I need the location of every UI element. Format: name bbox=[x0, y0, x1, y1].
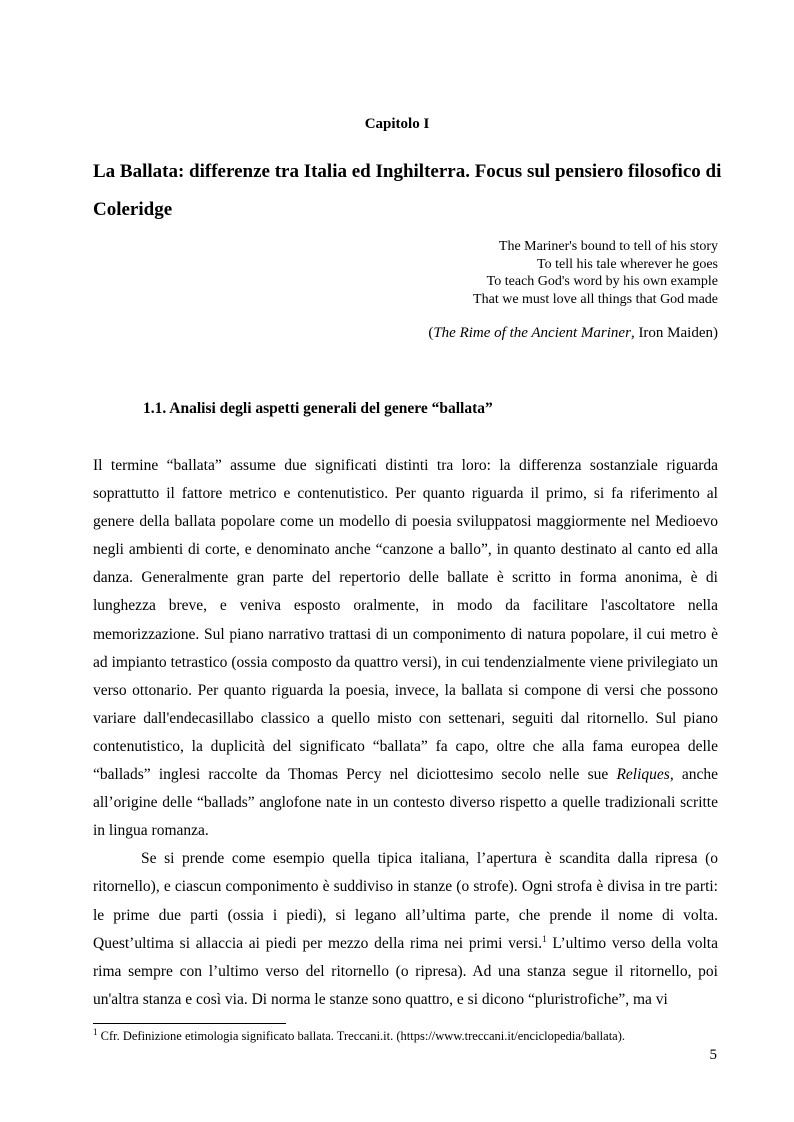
footnote bbox=[93, 1026, 723, 1044]
page-number: 5 bbox=[709, 1047, 717, 1063]
epigraph-source-open: ( bbox=[428, 325, 434, 341]
epigraph-line: To teach God's word by his own example bbox=[486, 274, 718, 289]
chapter-label: Capitolo I bbox=[364, 116, 430, 132]
epigraph-line: The Mariner's bound to tell of his story bbox=[498, 239, 718, 254]
footnote-number: 1 bbox=[93, 1026, 98, 1037]
body-paragraph-2 bbox=[93, 845, 718, 1014]
paragraph-text: Il termine “ballata” assume due significati distinti tra loro: la differenza sostanziale riguarda soprattutto il fattore metrico e contenutistico. Per quanto riguarda il primo, si fa riferimento al genere della ballata popolare come un modello di poesia sviluppatosi maggiormente nel Medioevo negli ambienti di corte, e denominato anche “canzone a ballo”, in quanto destinato al canto ed alla danza. Generalmente gran parte del repertorio delle ballate è scritto in forma anonima, è di lunghezza breve, e veniva esposto oralmente, in modo da facilitare l'ascoltatore nella memorizzazione. Sul piano narrativo trattasi di un componimento di natura popolare, il cui metro è ad impianto tetrastico (ossia composto da quattro versi), in cui tendenzialmente viene privilegiato un verso ottonario. Per quanto riguarda la poesia, invece, la ballata si compone di versi che possono variare dall'endecasillabo classico a quello misto con settenari, seguiti dal ritornello. Sul piano contenutistico, la duplicità del significato “ballata” fa capo, oltre che alla fama europea delle “ballads” inglesi raccolte da Thomas Percy nel diciottesimo secolo nelle sue bbox=[93, 457, 718, 784]
epigraph-source bbox=[428, 325, 718, 342]
footnote-text: Cfr. Definizione etimologia significato ballata. Treccani.it. (https://www.treccani.it/enciclopedia/ballata). bbox=[97, 1029, 625, 1043]
body-paragraph-1 bbox=[93, 452, 718, 845]
italic-title: Reliques bbox=[616, 766, 670, 784]
chapter-title: La Ballata: differenze tra Italia ed Inghilterra. Focus sul pensiero filosofico di Coleridge bbox=[93, 161, 722, 220]
epigraph-source-work: The Rime of the Ancient Mariner bbox=[433, 325, 631, 341]
paragraph-text: L’ultimo verso della volta rima sempre con l’ultimo verso del ritornello (o ripresa). Ad una stanza segue il ritornello, poi un'altra stanza e così via. Di norma le stanze sono quattro, e si dicono “pluristrofiche”, ma vi bbox=[93, 934, 718, 1008]
paragraph-text: Se si prende come esempio quella tipica italiana, l’apertura è scandita dalla ripresa (o ritornello), e ciascun componimento è suddiviso in stanze (o strofe). Ogni strofa è divisa in tre parti: le prime due parti (ossia i piedi), si legano all’ultima parte, che prende il nome di volta. Quest’ultima si allaccia ai piedi per mezzo della rima nei primi versi. bbox=[93, 850, 718, 952]
epigraph-line: That we must love all things that God made bbox=[473, 291, 718, 307]
epigraph-source-rest: , Iron Maiden) bbox=[630, 325, 718, 341]
body-text bbox=[93, 452, 718, 1014]
footnote-separator bbox=[93, 1023, 286, 1024]
section-heading: 1.1. Analisi degli aspetti generali del genere “ballata” bbox=[143, 400, 493, 417]
epigraph bbox=[473, 238, 718, 308]
epigraph-line: To tell his tale wherever he goes bbox=[537, 256, 718, 272]
footnote-reference[interactable]: 1 bbox=[542, 933, 547, 944]
paragraph-text: , anche all’origine delle “ballads” anglofone nate in un contesto diverso rispetto a quelle tradizionali scritte in lingua romanza. bbox=[93, 766, 718, 840]
